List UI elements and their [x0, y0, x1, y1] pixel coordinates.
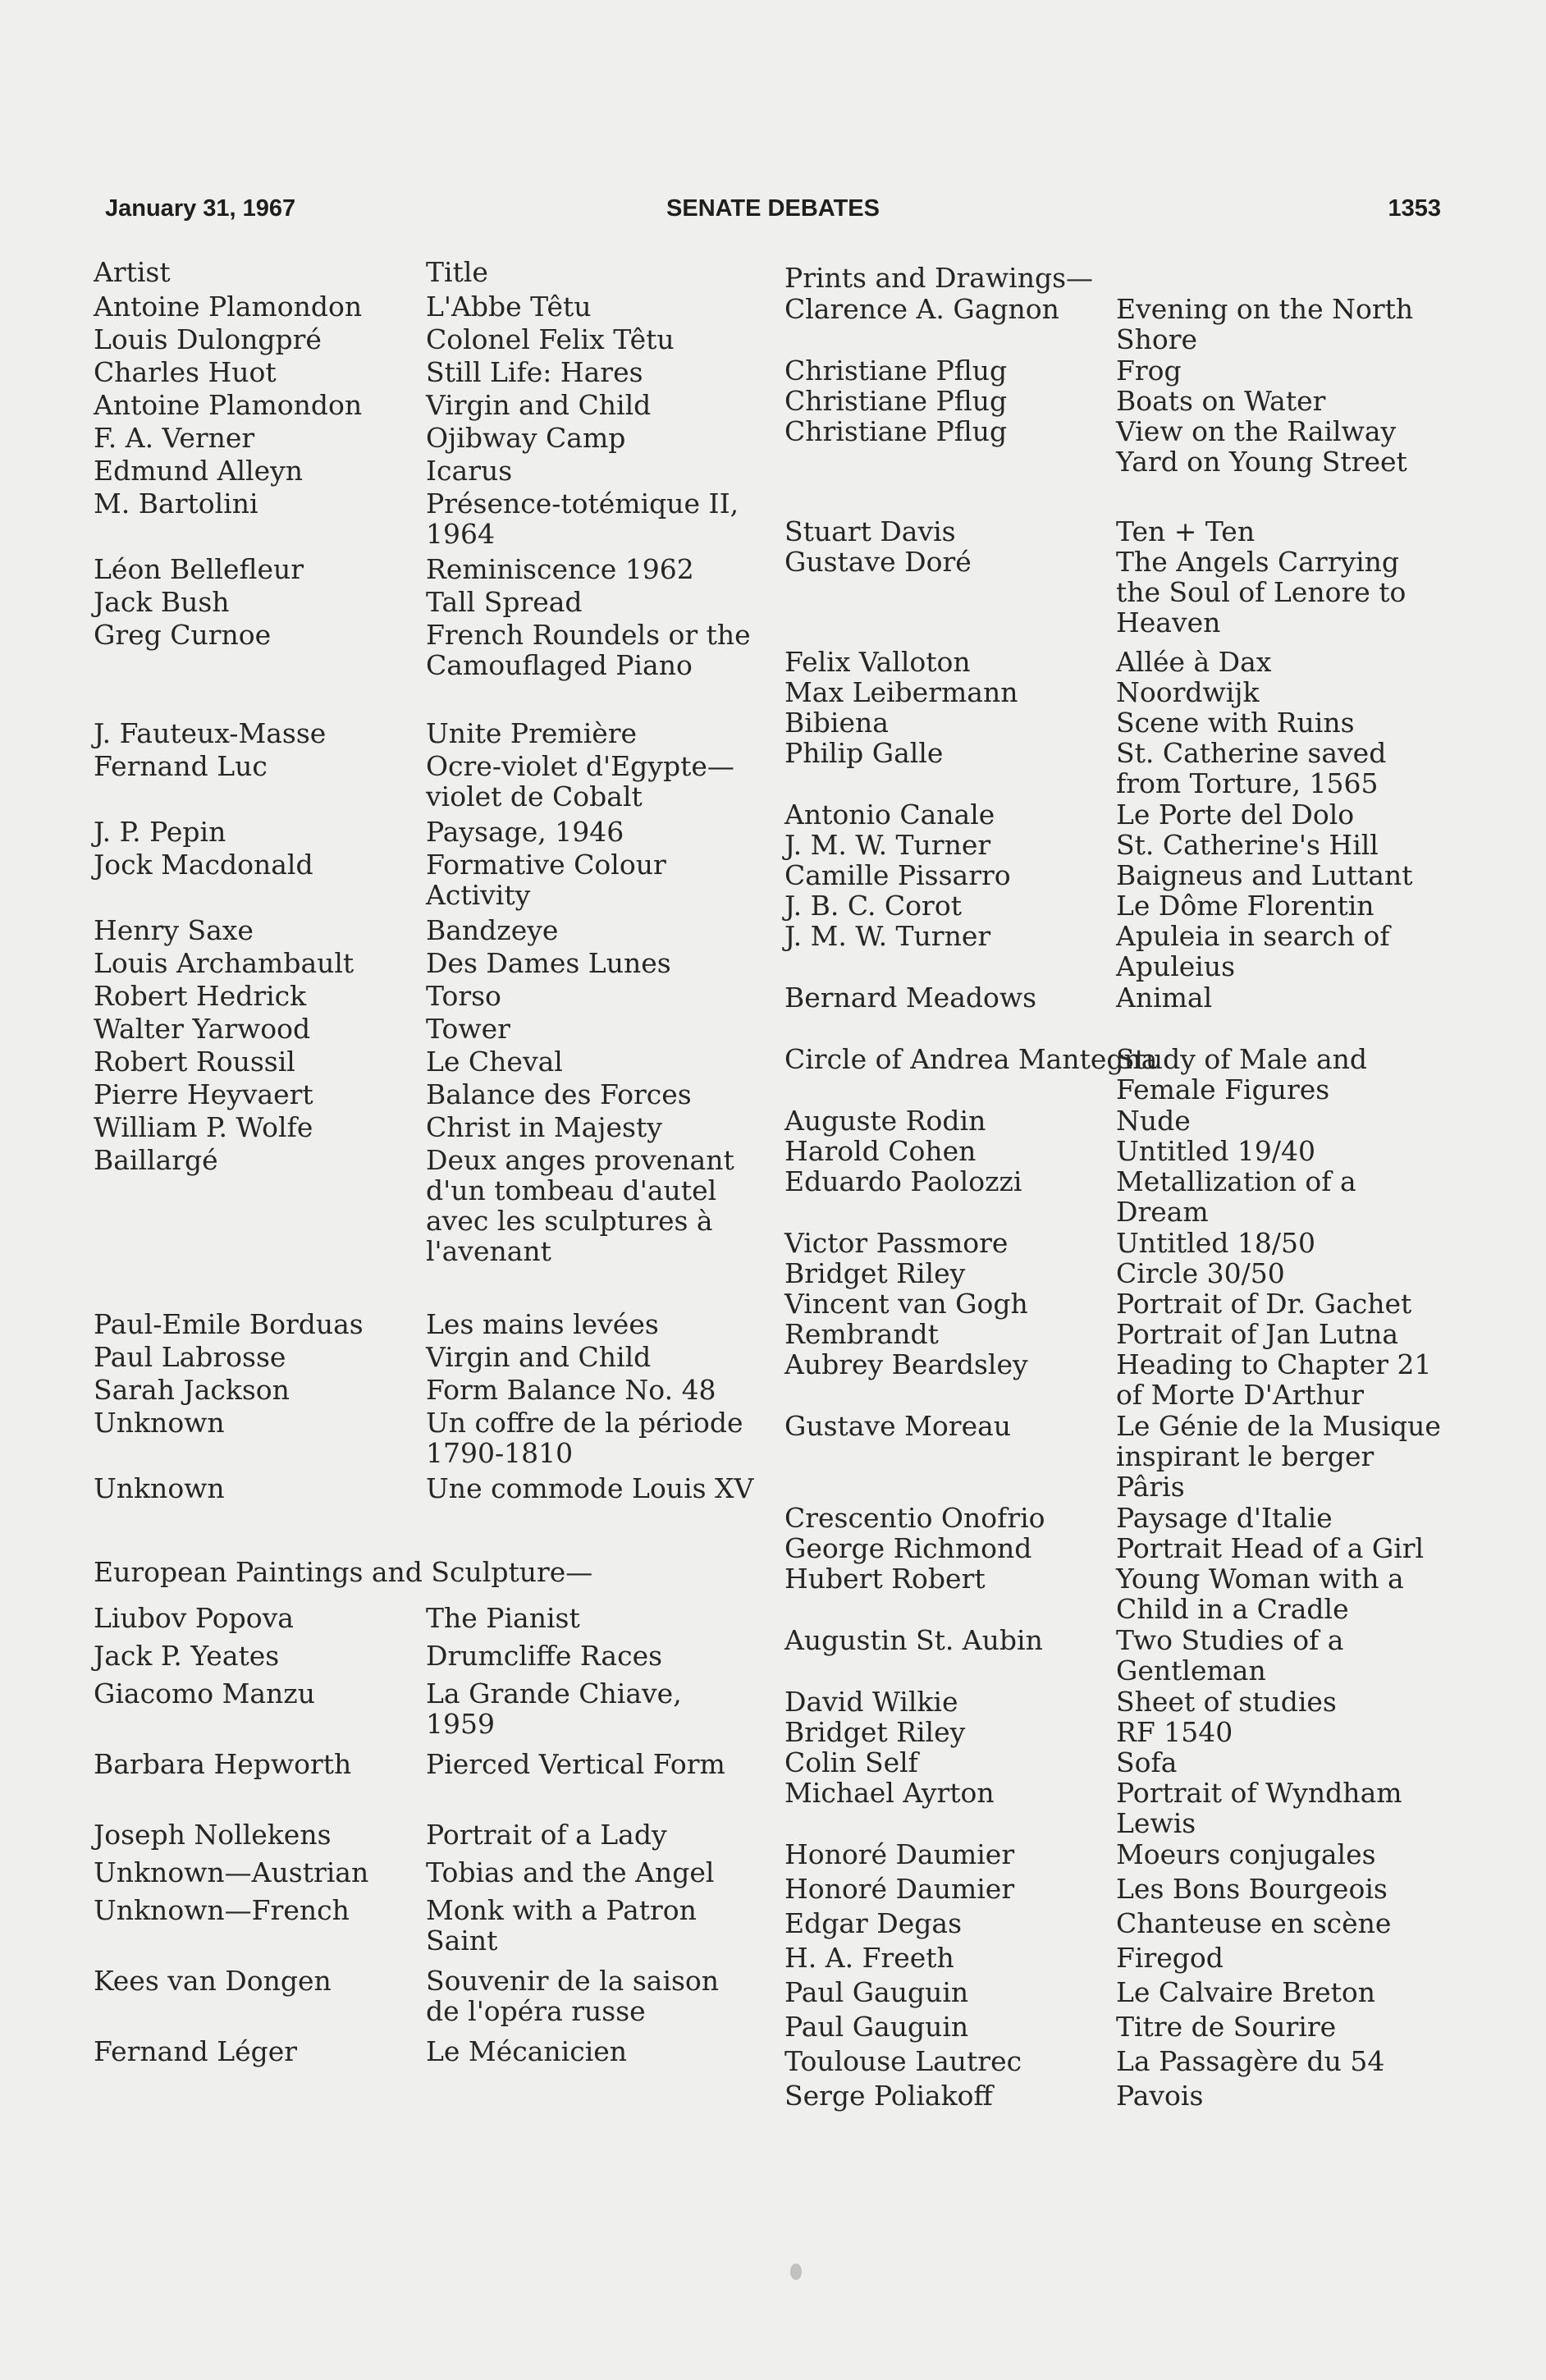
list-item: [784, 1258, 1441, 1288]
artwork-title: La Grande Chiave, 1959: [426, 1677, 682, 1740]
artist-name: Clarence A. Gagnon: [784, 293, 1059, 325]
artist-name: Kees van Dongen: [94, 1965, 332, 1997]
list-item: [784, 416, 1441, 516]
artist-name: Hubert Robert: [784, 1563, 986, 1595]
list-item: [784, 1411, 1441, 1503]
artist-name: Vincent van Gogh: [784, 1288, 1028, 1320]
artist-name: Christiane Pflug: [784, 385, 1008, 417]
artist-name: Augustin St. Aubin: [784, 1624, 1043, 1656]
artist-name: Giacomo Manzu: [94, 1677, 315, 1709]
artist-name: Harold Cohen: [784, 1135, 977, 1167]
list-item: [784, 1288, 1441, 1319]
artwork-title: Le Porte del Dolo: [1116, 799, 1355, 831]
list-item: [94, 488, 758, 554]
list-item: [94, 1079, 758, 1112]
list-item: [784, 1778, 1441, 1839]
artist-column-header: Artist: [94, 256, 171, 288]
right-column: [784, 263, 1441, 2115]
list-item: [94, 1603, 758, 1641]
artwork-title: Souvenir de la saison de l'opéra russe: [426, 1965, 720, 2027]
artist-name: Henry Saxe: [94, 914, 254, 946]
artist-name: Liubov Popova: [94, 1602, 294, 1634]
list-item: [94, 948, 758, 981]
artwork-title: Pavois: [1116, 2080, 1204, 2112]
list-item: [784, 647, 1441, 677]
list-item: [784, 1908, 1441, 1943]
artwork-title: Ocre-violet d'Egypte—violet de Cobalt: [426, 750, 734, 812]
list-item: [784, 1687, 1441, 1717]
list-item: [784, 860, 1441, 890]
list-item: [784, 1533, 1441, 1563]
artist-name: Bridget Riley: [784, 1716, 966, 1748]
list-item: [94, 1407, 758, 1473]
list-item: [784, 516, 1441, 547]
artwork-title: Portrait Head of a Girl: [1116, 1532, 1425, 1564]
list-item: [784, 1874, 1441, 1908]
artist-name: Joseph Nollekens: [94, 1819, 332, 1851]
artist-name: Michael Ayrton: [784, 1777, 995, 1809]
list-item: [94, 915, 758, 948]
european-works-list: [94, 1603, 758, 2069]
artist-name: Bernard Meadows: [784, 982, 1037, 1014]
artist-name: J. P. Pepin: [94, 816, 226, 848]
list-item: [94, 554, 758, 587]
list-item: [784, 1166, 1441, 1228]
list-item: [94, 2036, 758, 2069]
artist-name: Eduardo Paolozzi: [784, 1165, 1022, 1197]
artist-name: Toulouse Lautrec: [784, 2045, 1022, 2077]
artist-name: David Wilkie: [784, 1686, 958, 1718]
list-item: [784, 799, 1441, 830]
artist-name: Charles Huot: [94, 356, 277, 388]
list-item: [94, 1309, 758, 1342]
artist-name: Paul-Emile Borduas: [94, 1308, 364, 1340]
artwork-title: Unite Première: [426, 717, 638, 749]
list-item: [784, 890, 1441, 921]
list-item: [784, 1747, 1441, 1778]
list-item: [784, 386, 1441, 416]
list-item: [784, 921, 1441, 982]
artwork-title: View on the Railway Yard on Young Street: [1116, 415, 1407, 478]
artist-name: Baillargé: [94, 1144, 218, 1176]
left-column: [94, 257, 758, 2069]
list-item: [784, 547, 1441, 647]
artwork-title: Frog: [1116, 355, 1182, 387]
artist-name: Paul Labrosse: [94, 1341, 286, 1373]
list-item: [784, 1503, 1441, 1533]
list-item: [784, 1563, 1441, 1625]
list-item: [94, 1112, 758, 1145]
list-item: [784, 738, 1441, 799]
artwork-title: Firegod: [1116, 1942, 1224, 1974]
list-item: [94, 1014, 758, 1046]
artist-name: Unknown: [94, 1407, 225, 1439]
artwork-title: Christ in Majesty: [426, 1111, 662, 1143]
artwork-title: Still Life: Hares: [426, 356, 643, 388]
artist-name: Barbara Hepworth: [94, 1748, 352, 1780]
list-item: [784, 1228, 1441, 1258]
list-item: [94, 751, 758, 817]
artwork-title: RF 1540: [1116, 1716, 1233, 1748]
artist-name: William P. Wolfe: [94, 1111, 313, 1143]
artist-name: Robert Roussil: [94, 1046, 295, 1078]
artist-name: Bibiena: [784, 707, 889, 739]
list-item: [784, 2080, 1441, 2115]
list-item: [784, 1136, 1441, 1166]
list-item: [784, 1349, 1441, 1411]
artwork-title: Le Dôme Florentin: [1116, 890, 1374, 922]
prints-list: [784, 294, 1441, 2115]
artist-name: Bridget Riley: [784, 1257, 966, 1289]
artwork-title: Portrait of a Lady: [426, 1819, 667, 1851]
artwork-title: Virgin and Child: [426, 389, 652, 421]
artwork-title: St. Catherine saved from Torture, 1565: [1116, 737, 1387, 799]
artwork-title: Un coffre de la période 1790-1810: [426, 1407, 743, 1469]
artist-name: Edgar Degas: [784, 1907, 962, 1939]
artist-name: Antoine Plamondon: [94, 291, 363, 323]
artist-name: Philip Galle: [784, 737, 944, 769]
list-item: [784, 1319, 1441, 1349]
artist-name: Jack Bush: [94, 586, 230, 618]
artwork-title: Metallization of a Dream: [1116, 1165, 1356, 1228]
artwork-title: Chanteuse en scène: [1116, 1907, 1392, 1939]
artist-name: Gustave Moreau: [784, 1410, 1012, 1442]
artist-name: Circle of Andrea Mantegna: [784, 1043, 1158, 1075]
artwork-title: Noordwijk: [1116, 676, 1260, 708]
list-item: [94, 587, 758, 620]
list-item: [94, 1678, 758, 1749]
list-item: [784, 2012, 1441, 2046]
title-column-header: Title: [426, 256, 488, 288]
artist-name: Stuart Davis: [784, 515, 956, 547]
artwork-title: Torso: [426, 980, 501, 1012]
artwork-title: The Pianist: [426, 1602, 580, 1634]
artwork-title: Form Balance No. 48: [426, 1374, 716, 1406]
artist-name: Fernand Léger: [94, 2035, 298, 2067]
artist-name: Fernand Luc: [94, 750, 268, 782]
artwork-title: Paysage, 1946: [426, 816, 624, 848]
artwork-title: Le Mécanicien: [426, 2035, 628, 2067]
list-item: [94, 849, 758, 915]
artist-name: H. A. Freeth: [784, 1942, 954, 1974]
list-item: [94, 324, 758, 357]
list-item: [784, 1105, 1441, 1136]
artwork-title: Deux anges provenant d'un tombeau d'autel avec les sculptures à l'avenant: [426, 1144, 734, 1267]
artist-name: Jack P. Yeates: [94, 1640, 280, 1672]
artwork-title: Portrait of Wyndham Lewis: [1116, 1777, 1402, 1839]
artwork-title: Circle 30/50: [1116, 1257, 1285, 1289]
list-item: [94, 1749, 758, 1819]
artwork-title: Des Dames Lunes: [426, 947, 671, 979]
artwork-title: St. Catherine's Hill: [1116, 829, 1379, 861]
list-item: [94, 357, 758, 390]
artwork-title: Heading to Chapter 21 of Morte D'Arthur: [1116, 1348, 1432, 1411]
artwork-title: L'Abbe Têtu: [426, 291, 592, 323]
page-header: [105, 195, 1441, 228]
list-item: [94, 1819, 758, 1857]
list-item: [94, 981, 758, 1014]
artwork-title: Titre de Sourire: [1116, 2011, 1337, 2043]
artist-name: Antonio Canale: [784, 799, 995, 831]
artist-name: Louis Dulongpré: [94, 323, 322, 355]
artwork-title: Drumcliffe Races: [426, 1640, 663, 1672]
artist-name: Paul Gauguin: [784, 2011, 969, 2043]
artwork-title: Allée à Dax: [1116, 646, 1272, 678]
artwork-title: Tall Spread: [426, 586, 583, 618]
artwork-title: Sofa: [1116, 1746, 1178, 1778]
artwork-title: Balance des Forces: [426, 1078, 692, 1110]
artwork-title: Icarus: [426, 455, 513, 487]
list-item: [94, 1966, 758, 2036]
artist-name: Victor Passmore: [784, 1227, 1009, 1259]
artwork-title: Scene with Ruins: [1116, 707, 1355, 739]
artwork-title: Colonel Felix Têtu: [426, 323, 675, 355]
list-item: [94, 718, 758, 751]
list-item: [784, 707, 1441, 738]
list-item: [784, 294, 1441, 355]
artist-name: Max Leibermann: [784, 676, 1018, 708]
artist-name: Felix Valloton: [784, 646, 971, 678]
artist-name: Unknown—French: [94, 1894, 350, 1926]
artwork-title: Animal: [1116, 982, 1213, 1014]
artist-name: Rembrandt: [784, 1318, 939, 1350]
artwork-title: Untitled 19/40: [1116, 1135, 1315, 1167]
list-item: [94, 1046, 758, 1079]
artwork-title: Le Cheval: [426, 1046, 563, 1078]
header-date: January 31, 1967: [105, 195, 296, 222]
artwork-title: Le Génie de la Musique inspirant le berger Pâris: [1116, 1410, 1441, 1503]
artist-name: Gustave Doré: [784, 546, 972, 578]
list-item: [94, 1857, 758, 1895]
list-item: [94, 817, 758, 849]
artwork-title: French Roundels or the Camouflaged Piano: [426, 619, 751, 681]
artist-name: Honoré Daumier: [784, 1873, 1015, 1905]
artwork-title: Le Calvaire Breton: [1116, 1976, 1376, 2008]
artist-name: Serge Poliakoff: [784, 2080, 993, 2112]
european-section-heading: European Paintings and Sculpture—: [94, 1556, 593, 1588]
artwork-title: Ojibway Camp: [426, 422, 626, 454]
list-item: [784, 1839, 1441, 1874]
artist-name: Unknown—Austrian: [94, 1856, 369, 1888]
header-title: SENATE DEBATES: [666, 195, 880, 222]
artwork-title: Présence-totémique II, 1964: [426, 487, 739, 550]
list-item: [94, 390, 758, 423]
list-item: [784, 1044, 1441, 1105]
artist-name: Antoine Plamondon: [94, 389, 363, 421]
artwork-title: Les Bons Bourgeois: [1116, 1873, 1388, 1905]
artwork-title: Virgin and Child: [426, 1341, 652, 1373]
list-item: [784, 1625, 1441, 1687]
list-item: [784, 677, 1441, 707]
artist-name: Sarah Jackson: [94, 1374, 290, 1406]
artist-name: Honoré Daumier: [784, 1838, 1015, 1870]
artist-name: George Richmond: [784, 1532, 1032, 1564]
artist-name: Walter Yarwood: [94, 1013, 311, 1045]
list-item: [784, 1977, 1441, 2012]
artist-name: M. Bartolini: [94, 487, 258, 519]
artist-name: Aubrey Beardsley: [784, 1348, 1028, 1380]
artist-name: Greg Curnoe: [94, 619, 272, 651]
artist-name: Pierre Heyvaert: [94, 1078, 313, 1110]
artist-name: Robert Hedrick: [94, 980, 307, 1012]
artwork-title: Portrait of Dr. Gachet: [1116, 1288, 1412, 1320]
list-item: [94, 1641, 758, 1678]
artwork-title: Pierced Vertical Form: [426, 1748, 725, 1780]
column-headers: [94, 257, 758, 291]
artist-name: Jock Macdonald: [94, 849, 313, 881]
artwork-title: Boats on Water: [1116, 385, 1326, 417]
list-item: [94, 423, 758, 455]
list-item: [94, 455, 758, 488]
artwork-title: Paysage d'Italie: [1116, 1502, 1333, 1534]
artist-name: Camille Pissarro: [784, 859, 1011, 891]
artist-name: Louis Archambault: [94, 947, 354, 979]
artist-name: Christiane Pflug: [784, 355, 1008, 387]
list-item: [784, 1943, 1441, 1977]
artist-name: Paul Gauguin: [784, 1976, 969, 2008]
artwork-title: Les mains levées: [426, 1308, 659, 1340]
list-item: [94, 1473, 758, 1539]
artwork-title: Baigneus and Luttant: [1116, 859, 1413, 891]
artist-name: Crescentio Onofrio: [784, 1502, 1045, 1534]
artwork-title: Moeurs conjugales: [1116, 1838, 1376, 1870]
artwork-title: Untitled 18/50: [1116, 1227, 1315, 1259]
list-item: [94, 1145, 758, 1309]
artist-name: Unknown: [94, 1472, 225, 1504]
artist-name: Auguste Rodin: [784, 1105, 986, 1137]
page-number: 1353: [1388, 195, 1441, 222]
artist-name: J. M. W. Turner: [784, 920, 991, 952]
artist-name: J. Fauteux-Masse: [94, 717, 327, 749]
list-item: [94, 1375, 758, 1407]
list-item: [784, 1717, 1441, 1747]
artwork-title: Monk with a Patron Saint: [426, 1894, 697, 1957]
artist-name: F. A. Verner: [94, 422, 255, 454]
artist-name: Christiane Pflug: [784, 415, 1008, 447]
artwork-title: Une commode Louis XV: [426, 1472, 754, 1504]
artwork-title: Bandzeye: [426, 914, 559, 946]
list-item: [94, 291, 758, 324]
prints-section-heading: Prints and Drawings—: [784, 262, 1094, 294]
list-item: [784, 982, 1441, 1044]
list-item: [784, 830, 1441, 860]
artist-name: Colin Self: [784, 1746, 918, 1778]
artwork-title: Ten + Ten: [1116, 515, 1256, 547]
artist-name: Edmund Alleyn: [94, 455, 303, 487]
artwork-title: Tobias and the Angel: [426, 1856, 715, 1888]
artwork-title: Sheet of studies: [1116, 1686, 1337, 1718]
artwork-title: Young Woman with a Child in a Cradle: [1116, 1563, 1404, 1625]
artwork-title: Formative Colour Activity: [426, 849, 666, 911]
artwork-title: Apuleia in search of Apuleius: [1116, 920, 1390, 982]
list-item: [784, 355, 1441, 386]
artwork-title: The Angels Carrying the Soul of Lenore to Heaven: [1116, 546, 1406, 638]
artist-name: Léon Bellefleur: [94, 553, 304, 585]
artwork-title: Reminiscence 1962: [426, 553, 694, 585]
artwork-title: Nude: [1116, 1105, 1191, 1137]
list-item: [784, 2046, 1441, 2080]
artwork-title: Portrait of Jan Lutna: [1116, 1318, 1399, 1350]
artist-name: J. M. W. Turner: [784, 829, 991, 861]
list-item: [94, 1342, 758, 1375]
artwork-title: Study of Male and Female Figures: [1116, 1043, 1368, 1105]
artwork-title: Tower: [426, 1013, 510, 1045]
canadian-works-list: [94, 291, 758, 1539]
list-item: [94, 1895, 758, 1966]
ink-smudge: [790, 2263, 802, 2280]
artwork-title: Two Studies of a Gentleman: [1116, 1624, 1344, 1687]
artwork-title: La Passagère du 54: [1116, 2045, 1385, 2077]
artist-name: J. B. C. Corot: [784, 890, 962, 922]
artwork-title: Evening on the North Shore: [1116, 293, 1414, 355]
list-item: [94, 620, 758, 718]
